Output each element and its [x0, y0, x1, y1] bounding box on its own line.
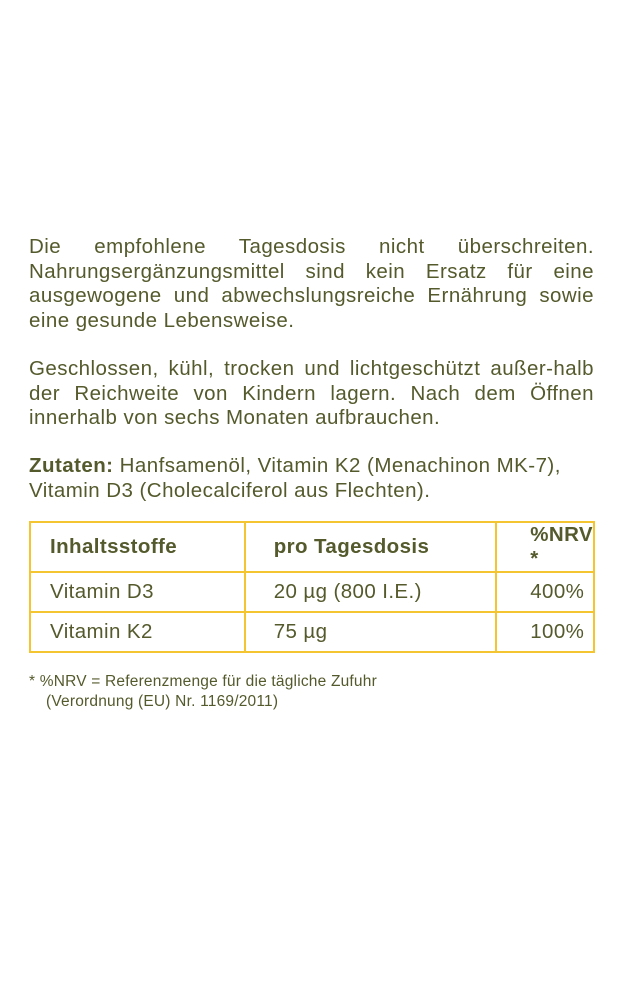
cell-daily-dose: 20 µg (800 I.E.) [245, 572, 497, 612]
table-row [30, 612, 594, 652]
dosage-warning-paragraph: Die empfohlene Tagesdosis nicht überschreiten. Nahrungsergänzungsmittel sind kein Ersatz für eine ausgewogene und abwechslungsreiche Ernährung sowie eine gesunde Lebensweise. [29, 235, 594, 332]
cell-daily-dose: 75 µg [245, 612, 497, 652]
storage-paragraph: Geschlossen, kühl, trocken und lichtgeschützt außer-halb der Reichweite von Kindern lagern. Nach dem Öffnen innerhalb von sechs Monaten aufbrauchen. [29, 357, 594, 429]
nrv-footnote [29, 672, 594, 712]
footnote-line-1: * %NRV = Referenzmenge für die tägliche Zufuhr [29, 673, 377, 690]
nutrition-table [29, 521, 595, 653]
product-info [29, 235, 594, 712]
cell-ingredient: Vitamin D3 [30, 572, 245, 612]
header-nrv: %NRV * [496, 522, 594, 572]
table-header-row [30, 522, 594, 572]
ingredients-paragraph [29, 454, 594, 503]
header-ingredient: Inhaltsstoffe [30, 522, 245, 572]
ingredients-text: Hanfsamenöl, Vitamin K2 (Menachinon MK-7), Vitamin D3 (Cholecalciferol aus Flechten). [29, 454, 561, 502]
cell-nrv: 400% [496, 572, 594, 612]
header-daily-dose: pro Tagesdosis [245, 522, 497, 572]
cell-ingredient: Vitamin K2 [30, 612, 245, 652]
footnote-line-2: (Verordnung (EU) Nr. 1169/2011) [46, 693, 279, 710]
ingredients-label: Zutaten: [29, 454, 114, 477]
table-row [30, 572, 594, 612]
cell-nrv: 100% [496, 612, 594, 652]
